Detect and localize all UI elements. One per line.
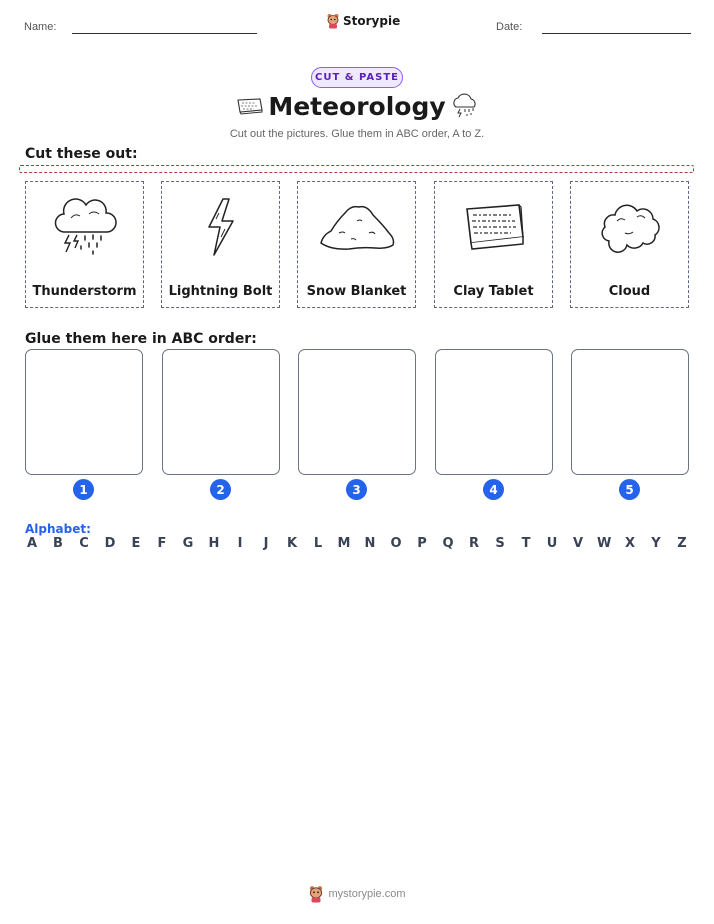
storypie-mascot-icon	[308, 885, 324, 903]
page-title: Meteorology	[268, 92, 446, 121]
thunderstorm-icon	[51, 192, 119, 262]
page-subtitle: Cut out the pictures. Glue them in ABC order, A to Z.	[229, 128, 485, 140]
slot-number-2: 2	[210, 479, 231, 500]
alphabet-letter: U	[546, 536, 558, 551]
alphabet-row	[25, 536, 689, 551]
alphabet-letter: C	[79, 536, 89, 551]
alphabet-letter: D	[104, 536, 116, 551]
lightning-bolt-icon	[201, 195, 241, 259]
brand-name: Storypie	[343, 14, 401, 28]
cut-card[interactable]	[570, 181, 689, 308]
alphabet-letter: W	[597, 536, 612, 551]
alphabet-letter: F	[157, 536, 167, 551]
glue-box-4[interactable]	[435, 349, 553, 475]
glue-box-3[interactable]	[298, 349, 416, 475]
glue-box-1[interactable]	[25, 349, 143, 475]
date-label: Date:	[496, 21, 523, 33]
card-label: Cloud	[608, 284, 651, 299]
glue-box-5[interactable]	[571, 349, 689, 475]
card-label: Clay Tablet	[453, 284, 534, 299]
alphabet-letter: P	[417, 536, 427, 551]
footer-link[interactable]: mystorypie.com	[328, 888, 406, 900]
clay-tablet-icon	[461, 201, 527, 253]
glue-box-2[interactable]	[162, 349, 280, 475]
alphabet-letter: E	[131, 536, 141, 551]
alphabet-letter: R	[468, 536, 479, 551]
name-label: Name:	[24, 21, 57, 33]
cut-line	[19, 165, 694, 173]
alphabet-letter: N	[364, 536, 376, 551]
alphabet-letter: Z	[677, 536, 687, 551]
alphabet-letter: T	[521, 536, 531, 551]
slot-number-1: 1	[73, 479, 94, 500]
alphabet-letter: J	[263, 536, 269, 551]
alphabet-letter: V	[572, 536, 584, 551]
alphabet-letter: L	[313, 536, 323, 551]
alphabet-letter: I	[237, 536, 243, 551]
alphabet-letter: S	[495, 536, 505, 551]
slot-number-4: 4	[483, 479, 504, 500]
slot-number-5: 5	[619, 479, 640, 500]
cut-section-heading: Cut these out:	[25, 146, 138, 162]
thunderstorm-small-icon	[449, 92, 481, 120]
slot-number-3: 3	[346, 479, 367, 500]
alphabet-letter: X	[624, 536, 636, 551]
alphabet-letter: Y	[651, 536, 661, 551]
alphabet-letter: O	[390, 536, 402, 551]
brand-logo	[326, 13, 400, 29]
cut-paste-badge: CUT & PASTE	[311, 67, 403, 88]
alphabet-heading: Alphabet:	[25, 522, 91, 536]
card-label: Snow Blanket	[306, 284, 407, 299]
cut-card[interactable]	[161, 181, 280, 308]
date-line[interactable]	[542, 33, 691, 34]
footer	[0, 885, 714, 903]
card-label: Lightning Bolt	[168, 284, 273, 299]
alphabet-letter: H	[208, 536, 220, 551]
cut-card[interactable]	[25, 181, 144, 308]
alphabet-letter: K	[286, 536, 298, 551]
alphabet-letter: B	[53, 536, 63, 551]
cut-card[interactable]	[297, 181, 416, 308]
alphabet-letter: G	[182, 536, 194, 551]
glue-section-heading: Glue them here in ABC order:	[25, 331, 257, 347]
cloud-icon	[595, 199, 665, 255]
snow-blanket-icon	[317, 199, 397, 255]
name-line[interactable]	[72, 33, 257, 34]
alphabet-letter: Q	[442, 536, 454, 551]
alphabet-letter: A	[26, 536, 38, 551]
cut-card[interactable]	[434, 181, 553, 308]
storypie-mascot-icon	[326, 13, 340, 29]
card-label: Thunderstorm	[32, 284, 137, 299]
alphabet-letter: M	[337, 536, 351, 551]
